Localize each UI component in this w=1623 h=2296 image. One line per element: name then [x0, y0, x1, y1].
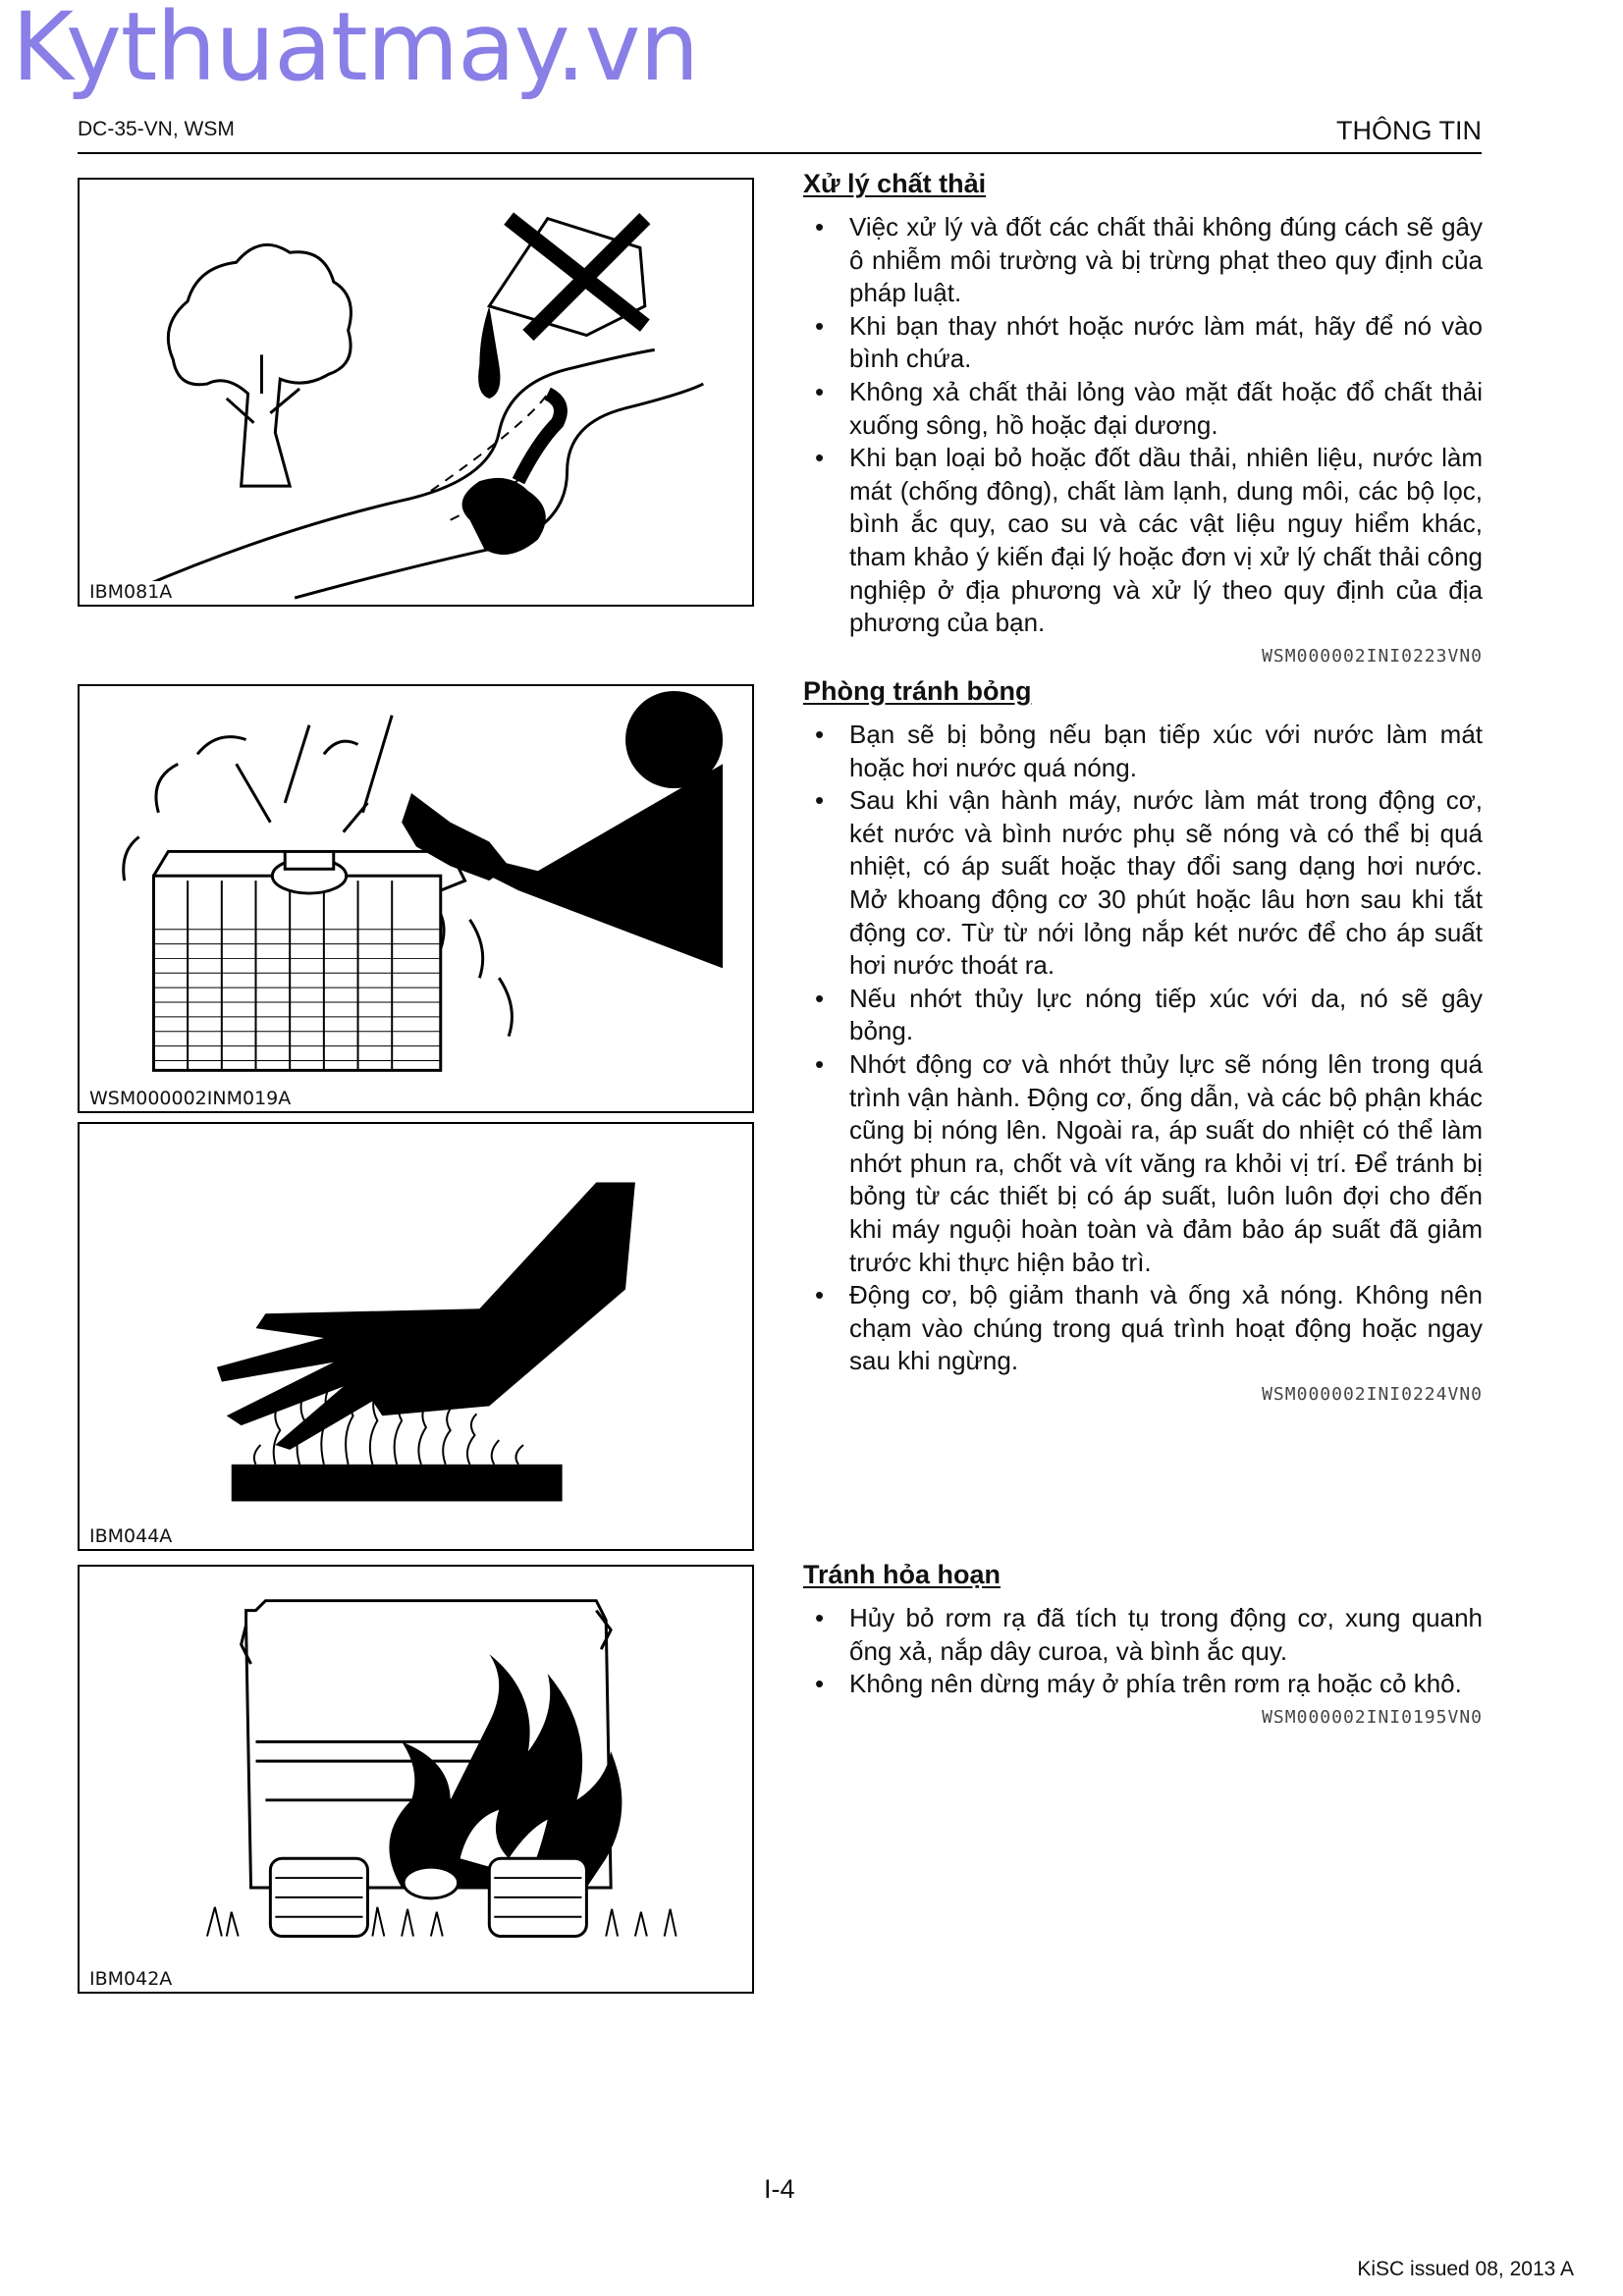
list-item: • Không xả chất thải lỏng vào mặt đất hoặc đổ chất thải xuống sông, hồ hoặc đại dương.	[803, 376, 1483, 442]
section-heading: Xử lý chất thải	[803, 169, 987, 198]
doc-code: DC-35-VN, WSM	[78, 118, 235, 140]
list-item: • Việc xử lý và đốt các chất thải không đúng cách sẽ gây ô nhiễm môi trường và bị trừng phạt theo quy định của pháp luật.	[803, 211, 1483, 310]
figure-machine-fire	[78, 1565, 754, 1994]
figure-code: IBM044A	[89, 1525, 173, 1547]
figure-code: WSM000002INM019A	[89, 1088, 292, 1109]
reference-code: WSM000002INI0224VN0	[1262, 1383, 1483, 1405]
list-item: • Nếu nhớt thủy lực nóng tiếp xúc với da, nó sẽ gây bỏng.	[803, 983, 1483, 1048]
list-item: • Khi bạn loại bỏ hoặc đốt dầu thải, nhiên liệu, nước làm mát (chống đông), chất làm lạnh, dung môi, các bộ lọc, bình ắc quy, cao su và các vật liệu nguy hiểm khác, tham khảo ý kiến đại lý hoặc đơn vị xử lý chất thải công nghiệp ở địa phương và xử lý theo quy định của địa phương của bạn.	[803, 442, 1483, 640]
issue-note: KiSC issued 08, 2013 A	[1357, 2258, 1574, 2280]
figure-radiator-steam	[78, 684, 754, 1113]
header-rule	[78, 152, 1482, 154]
list-item: • Sau khi vận hành máy, nước làm mát trong động cơ, két nước và bình nước phụ sẽ nóng và có thể bị quá nhiệt, có áp suất hoặc thay đổi sang dạng hơi nước. Mở khoang động cơ 30 phút hoặc lâu hơn sau khi tắt động cơ. Từ từ nới lỏng nắp két nước để cho áp suất hơi nước thoát ra.	[803, 784, 1483, 983]
list-item: • Hủy bỏ rơm rạ đã tích tụ trong động cơ, xung quanh ống xả, nắp dây curoa, và bình ắc quy.	[803, 1602, 1483, 1668]
bullet-list	[803, 1602, 1483, 1701]
waste-disposal-icon	[80, 180, 752, 605]
page-number: I-4	[764, 2174, 795, 2204]
radiator-steam-icon	[80, 686, 752, 1111]
list-item: • Nhớt động cơ và nhớt thủy lực sẽ nóng lên trong quá trình vận hành. Động cơ, ống dẫn, và các bộ phận khác cũng bị nóng lên. Ngoài ra, áp suất do nhiệt có thể làm nhớt phun ra, chốt và vít văng ra khỏi vị trí. Để tránh bị bỏng từ các thiết bị có áp suất, luôn luôn đợi cho đến khi máy nguội hoàn toàn và đảm bảo áp suất đã giảm trước khi thực hiện bảo trì.	[803, 1048, 1483, 1279]
figure-waste-disposal	[78, 178, 754, 607]
site-watermark: Kythuatmay.vn	[12, 0, 699, 102]
section-title: THÔNG TIN	[1336, 116, 1482, 145]
list-item: • Khi bạn thay nhớt hoặc nước làm mát, hãy để nó vào bình chứa.	[803, 310, 1483, 376]
figure-code: IBM042A	[89, 1968, 173, 1990]
section-heading: Phòng tránh bỏng	[803, 676, 1032, 706]
figure-hot-surface	[78, 1122, 754, 1551]
list-item: • Bạn sẽ bị bỏng nếu bạn tiếp xúc với nước làm mát hoặc hơi nước quá nóng.	[803, 719, 1483, 784]
section-heading: Tránh hỏa hoạn	[803, 1560, 1001, 1589]
machine-fire-icon	[80, 1567, 752, 1992]
figure-code: IBM081A	[89, 581, 173, 603]
list-item: • Động cơ, bộ giảm thanh và ống xả nóng. Không nên chạm vào chúng trong quá trình hoạt động hoặc ngay sau khi ngừng.	[803, 1279, 1483, 1378]
bullet-list	[803, 211, 1483, 640]
bullet-list	[803, 719, 1483, 1378]
list-item: • Không nên dừng máy ở phía trên rơm rạ hoặc cỏ khô.	[803, 1668, 1483, 1701]
reference-code: WSM000002INI0223VN0	[1262, 645, 1483, 667]
reference-code: WSM000002INI0195VN0	[1262, 1706, 1483, 1728]
section-burn-prevention	[803, 676, 1483, 1405]
hand-hot-surface-icon	[80, 1124, 752, 1549]
section-fire-prevention	[803, 1560, 1483, 1728]
section-waste-disposal	[803, 169, 1483, 667]
